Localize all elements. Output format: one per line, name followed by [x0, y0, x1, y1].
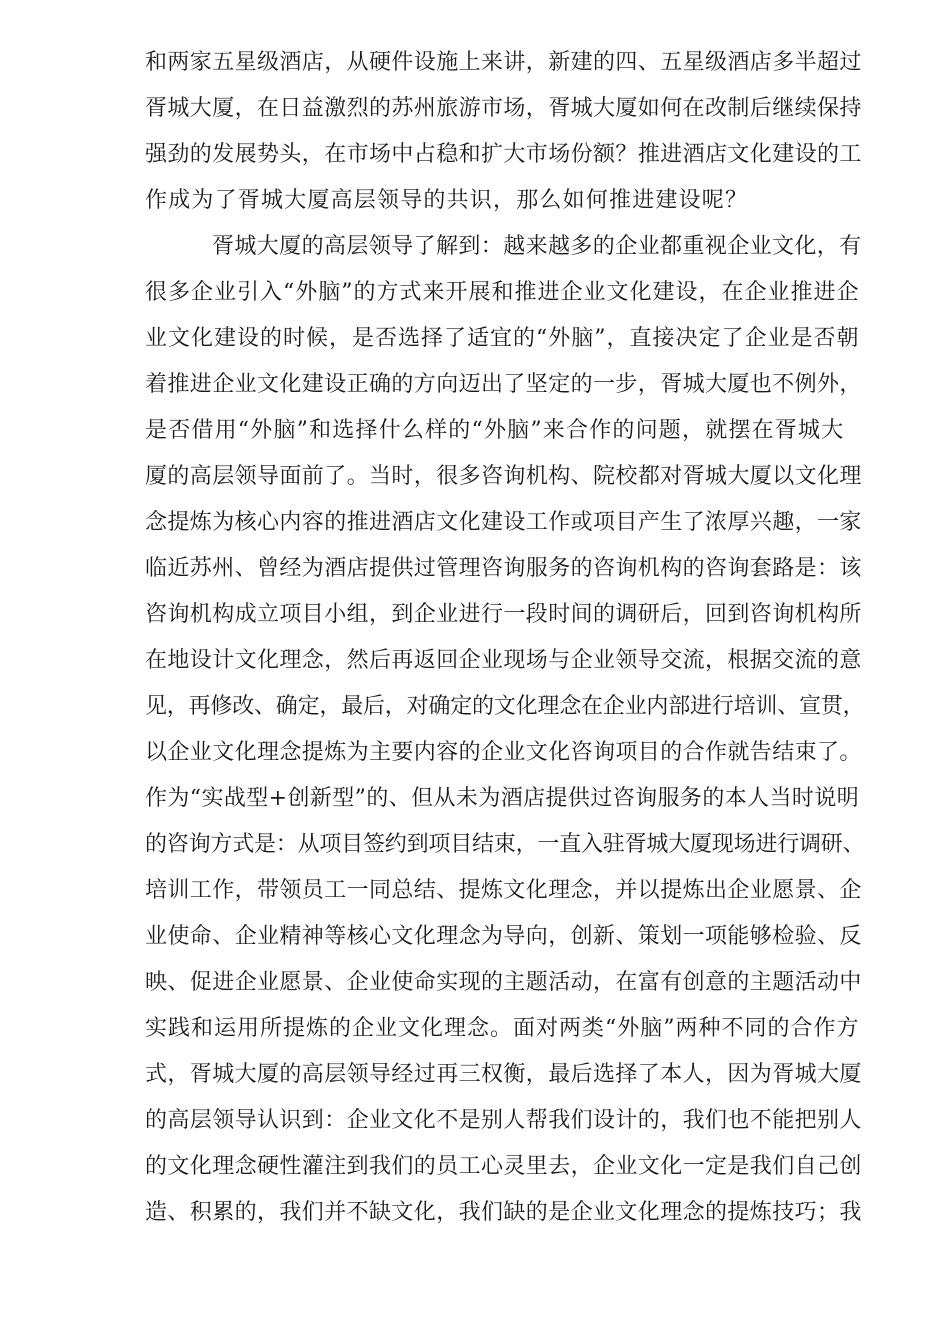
text-line: 以企业文化理念提炼为主要内容的企业文化咨询项目的合作就告结束了。 — [145, 740, 862, 765]
text-line: 业使命、企业精神等核心文化理念为导向，创新、策划一项能够检验、反 — [145, 924, 862, 949]
text-line: 的文化理念硬性灌注到我们的员工心灵里去，企业文化一定是我们自己创 — [145, 1154, 862, 1179]
text-line: 造、积累的，我们并不缺文化，我们缺的是企业文化理念的提炼技巧；我 — [145, 1200, 862, 1225]
text-line: 厦的高层领导面前了。当时，很多咨询机构、院校都对胥城大厦以文化理 — [145, 464, 862, 489]
text-line: 胥城大厦，在日益激烈的苏州旅游市场，胥城大厦如何在改制后继续保持 — [145, 96, 862, 121]
text-line: 作为“实战型+创新型”的、但从未为酒店提供过咨询服务的本人当时说明 — [145, 786, 860, 811]
text-line: 临近苏州、曾经为酒店提供过管理咨询服务的咨询机构的咨询套路是：该 — [145, 556, 862, 581]
paragraph-start-line: 胥城大厦的高层领导了解到：越来越多的企业都重视企业文化，有 — [212, 234, 862, 259]
text-line: 念提炼为核心内容的推进酒店文化建设工作或项目产生了浓厚兴趣，一家 — [145, 510, 862, 535]
text-line: 是否借用“外脑”和选择什么样的“外脑”来合作的问题，就摆在胥城大 — [145, 418, 845, 443]
text-line: 见，再修改、确定，最后，对确定的文化理念在企业内部进行培训、宣贯， — [145, 694, 865, 719]
text-line: 映、促进企业愿景、企业使命实现的主题活动，在富有创意的主题活动中 — [145, 970, 862, 995]
text-line: 的高层领导认识到：企业文化不是别人帮我们设计的，我们也不能把别人 — [145, 1108, 862, 1133]
text-line: 业文化建设的时候，是否选择了适宜的“外脑”，直接决定了企业是否朝 — [145, 326, 860, 351]
text-line: 作成为了胥城大厦高层领导的共识，那么如何推进建设呢？ — [145, 188, 749, 213]
text-line: 咨询机构成立项目小组，到企业进行一段时间的调研后，回到咨询机构所 — [145, 602, 862, 627]
text-line: 在地设计文化理念，然后再返回企业现场与企业领导交流，根据交流的意 — [145, 648, 862, 673]
text-line: 实践和运用所提炼的企业文化理念。面对两类“外脑”两种不同的合作方 — [145, 1016, 860, 1041]
text-line: 强劲的发展势头，在市场中占稳和扩大市场份额？推进酒店文化建设的工 — [145, 142, 862, 167]
text-line: 培训工作，带领员工一同总结、提炼文化理念，并以提炼出企业愿景、企 — [145, 878, 862, 903]
text-line: 很多企业引入“外脑”的方式来开展和推进企业文化建设，在企业推进企 — [145, 280, 860, 305]
text-line: 和两家五星级酒店，从硬件设施上来讲，新建的四、五星级酒店多半超过 — [145, 50, 862, 75]
text-line: 的咨询方式是：从项目签约到项目结束，一直入驻胥城大厦现场进行调研、 — [145, 832, 865, 857]
text-line: 式，胥城大厦的高层领导经过再三权衡，最后选择了本人，因为胥城大厦 — [145, 1062, 862, 1087]
text-line: 着推进企业文化建设正确的方向迈出了坚定的一步，胥城大厦也不例外， — [145, 372, 862, 397]
